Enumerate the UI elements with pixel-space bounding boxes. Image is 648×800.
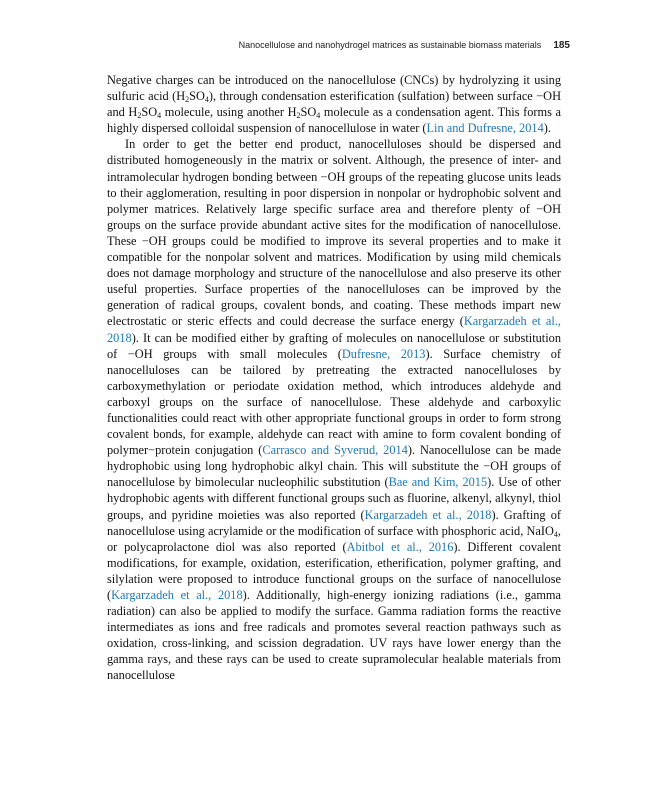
text-run: molecule as a condensation agent. This forms a highly dispersed colloidal suspension of nanocellulose in water ( bbox=[107, 105, 561, 136]
citation-link[interactable]: Kargarzadeh et al., 2018 bbox=[111, 588, 243, 602]
text-run: ), through condensation esterification (sulfation) between surface −OH and H bbox=[107, 89, 561, 120]
text-run: ). Grafting of nanocellulose using acrylamide or the modification of surface with phosphoric acid, NaIO bbox=[107, 507, 561, 538]
citation-link[interactable]: Carrasco and Syverud, 2014 bbox=[262, 443, 408, 458]
subscript: 2 bbox=[137, 111, 142, 121]
text-run: SO bbox=[189, 89, 205, 104]
running-title: Nanocellulose and nanohydrogel matrices as sustainable biomass materials bbox=[238, 40, 542, 50]
subscript: 4 bbox=[157, 111, 162, 121]
citation-link[interactable]: Lin and Dufresne, 2014 bbox=[426, 121, 544, 136]
subscript: 4 bbox=[553, 529, 558, 539]
page-number: 185 bbox=[553, 40, 570, 51]
citation-link[interactable]: Abitbol et al., 2016 bbox=[346, 539, 454, 554]
subscript: 4 bbox=[316, 111, 321, 121]
text-run: Negative charges can be introduced on the nanocellulose (CNCs) by hydrolyzing it using sulfuric acid (H bbox=[107, 73, 561, 104]
paragraph-2 bbox=[107, 136, 561, 683]
paragraph-1 bbox=[107, 72, 561, 136]
citation-link[interactable]: Kargarzadeh et al., 2018 bbox=[107, 314, 561, 345]
subscript: 4 bbox=[204, 95, 209, 105]
text-run: molecule, using another H bbox=[161, 105, 297, 120]
text-run: ). Additionally, high-energy ionizing radiations (i.e., gamma radiation) can also be applied to modify the surface. Gamma radiation forms the reactive intermediates as ions and free radicals and promotes several reaction pathways such as oxidation, cross-linking, and scission degradation. UV rays have lower energy than the gamma rays, and these rays can be used to create supramolecular healable materials from nanocellulose bbox=[107, 588, 562, 683]
citation-link[interactable]: Dufresne, 2013 bbox=[341, 346, 426, 361]
text-run: ). Surface chemistry of nanocelluloses can be tailored by pretreating the extracted nanocelluloses by carboxymethylation or periodate oxidation method, which introduces aldehyde and carboxyl groups on the surface of nanocellulose. These aldehyde and carboxylic functionalities could react with other appropriate functional groups in order to form strong covalent bonds, for example, aldehyde can react with amine to form covalent bonding of polymer−protein conjugation ( bbox=[107, 346, 561, 458]
text-run: SO bbox=[300, 105, 317, 120]
text-run: , or polycaprolactone diol was also reported ( bbox=[107, 523, 561, 554]
running-header bbox=[108, 40, 570, 51]
text-run: ). Use of other hydrophobic agents with different functional groups such as fluorine, alkenyl, alkynyl, thiol groups, and pyridine moieties was also reported ( bbox=[107, 475, 561, 522]
citation-link[interactable]: Kargarzadeh et al., 2018 bbox=[364, 507, 492, 522]
subscript: 2 bbox=[296, 111, 301, 121]
text-run: ). Nanocellulose can be made hydrophobic using long hydrophobic alkyl chain. This will substitute the −OH groups of nanocellulose by bimolecular nucleophilic substitution ( bbox=[107, 443, 561, 490]
citation-link[interactable]: Bae and Kim, 2015 bbox=[388, 475, 488, 490]
text-run: ). Different covalent modifications, for example, oxidation, esterification, etherification, polymer grafting, and silylation were proposed to introduce functional groups on the surface of nanocellulose ( bbox=[107, 539, 562, 602]
text-run: In order to get the better end product, nanocelluloses should be dispersed and distributed homogeneously in the matrix or solvent. Although, the presence of inter- and intramolecular hydrogen bonding between −OH groups of the repeating glucose units leads to their agglomeration, resulting in poor dispersion in nonpolar or hydrophobic solvent and polymer matrices. Relatively large specific surface area and therefore plenty of −OH groups on the surface provide abundant active sites for the modification of nanocellulose. These −OH groups could be modified to improve its several properties and to make it compatible for the nonpolar solvent and matrices. Modification by using mild chemicals does not damage morphology and structure of the nanocellulose and also preserve its other useful properties. Surface properties of the nanocelluloses can be improved by the generation of radical groups, covalent bonds, and coating. These methods impart new electrostatic or steric effects and could decrease the surface energy ( bbox=[107, 137, 561, 329]
subscript: 2 bbox=[185, 95, 190, 105]
text-run: ). bbox=[543, 121, 551, 136]
main-text bbox=[107, 72, 561, 684]
text-run: ). It can be modified either by grafting of molecules on nanocellulose or substitution of −OH groups with small molecules ( bbox=[107, 330, 561, 361]
text-run: SO bbox=[141, 105, 158, 120]
